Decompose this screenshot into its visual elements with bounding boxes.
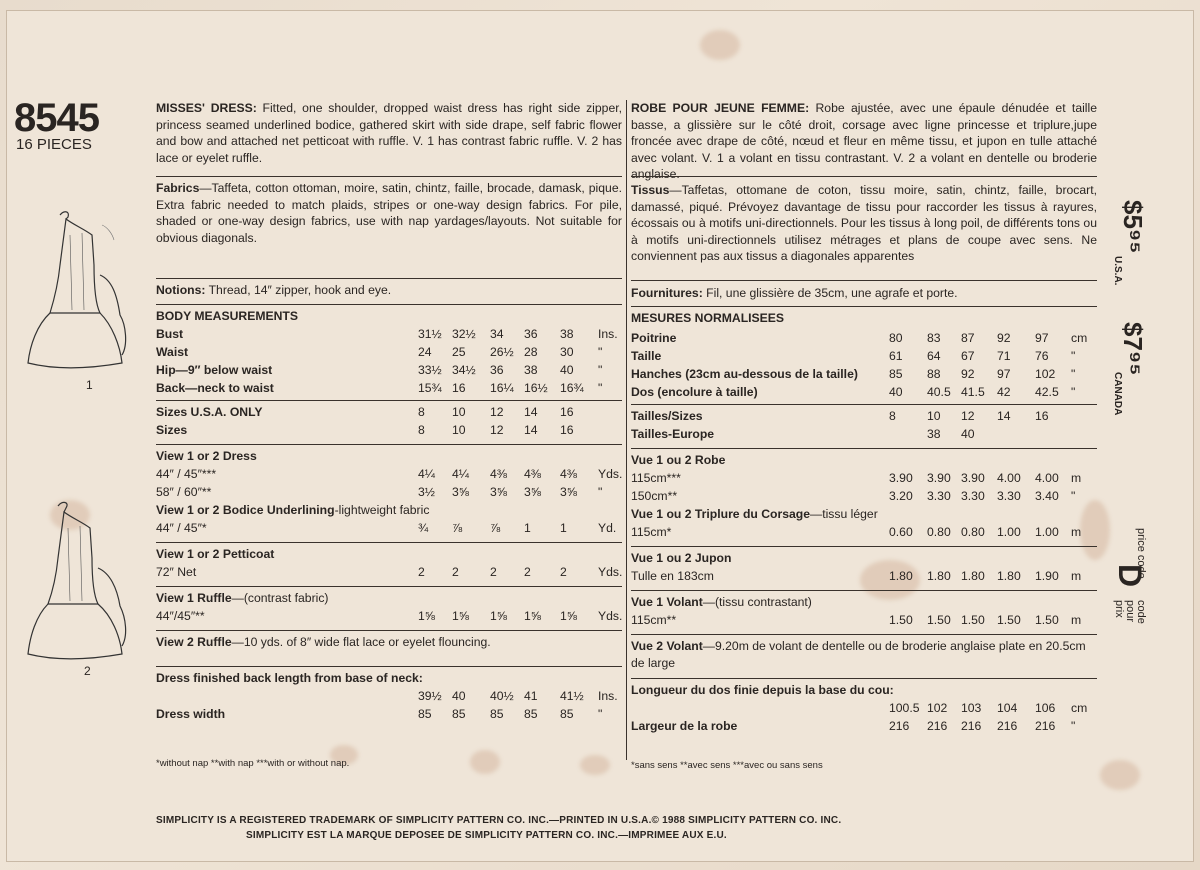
dress-width-value: 85 <box>452 707 466 721</box>
underlining-row-label: 44″ / 45″* <box>156 521 207 535</box>
dress-width-value: 216 <box>997 719 1018 733</box>
body-row-value: 92 <box>997 331 1011 345</box>
body-row-value: 16¾ <box>560 381 584 395</box>
ruffle1-row-label: 115cm** <box>631 613 677 627</box>
body-row-value: 76 <box>1035 349 1049 363</box>
body-row-value: 16½ <box>524 381 548 395</box>
size-row-value: 38 <box>927 427 941 441</box>
body-row-value: 36 <box>524 327 538 341</box>
dress-row-value: 4⅜ <box>560 467 577 481</box>
dress-row-value: 4⅜ <box>490 467 507 481</box>
underlining-row-value: 0.60 <box>889 525 913 539</box>
body-row-value: 24 <box>418 345 432 359</box>
finished-length-value: 103 <box>961 701 982 715</box>
dress-row-value: 3⅝ <box>490 485 507 499</box>
dress-row-value: 3.20 <box>889 489 913 503</box>
body-row-label: Bust <box>156 327 184 341</box>
en-notions <box>156 282 391 299</box>
dress-row-value: 4⅜ <box>524 467 541 481</box>
body-row-value: 26½ <box>490 345 514 359</box>
underlining-row-value: ⅞ <box>452 521 463 535</box>
body-row-unit: cm <box>1071 331 1088 345</box>
size-row-value: 12 <box>490 405 504 419</box>
body-row-value: 102 <box>1035 367 1056 381</box>
figure-label-2: 2 <box>84 664 91 678</box>
body-row-value: 32½ <box>452 327 476 341</box>
dress-width-value: 85 <box>490 707 504 721</box>
dress-row-label: 115cm*** <box>631 471 681 485</box>
dress-row-value: 3.90 <box>961 471 985 485</box>
body-row-value: 88 <box>927 367 941 381</box>
body-row-value: 92 <box>961 367 975 381</box>
price-code-label: price code <box>1135 528 1147 579</box>
body-row-unit: " <box>598 381 603 395</box>
en-description-title: MISSES' DRESS: <box>156 101 257 115</box>
fr-tissus <box>631 182 1097 265</box>
ruffle1-row-unit: m <box>1071 613 1082 627</box>
canada-price-label: CANADA <box>1112 372 1123 416</box>
finished-length-unit: cm <box>1071 701 1088 715</box>
ruffle1-title: Vue 1 Volant—(tissu contrastant) <box>631 595 812 609</box>
body-row-value: 34 <box>490 327 504 341</box>
petticoat-row-value: 1.90 <box>1035 569 1059 583</box>
size-row-value: 12 <box>961 409 975 423</box>
body-row-label: Waist <box>156 345 189 359</box>
underlining-row-unit: Yd. <box>598 521 617 535</box>
underlining-title: Vue 1 ou 2 Triplure du Corsage—tissu léger <box>631 507 878 521</box>
en-description-text: Fitted, one shoulder, dropped waist dress has right side zipper, princess seamed underlined bodice, gathered skirt with side drape, self fabric flower and bow and attached net petticoat with ruffle. V. 1 has contrast fabric ruffle. V. 2 has lace or eyelet ruffle. <box>156 101 622 165</box>
dress-row-value: 4¼ <box>418 467 435 481</box>
body-row-value: 61 <box>889 349 903 363</box>
petticoat-row-value: 2 <box>490 565 497 579</box>
finished-length-value: 104 <box>997 701 1018 715</box>
size-row-value: 40 <box>961 427 975 441</box>
size-row-label: Tailles/Sizes <box>631 409 703 423</box>
ruffle1-title: View 1 Ruffle—(contrast fabric) <box>156 591 329 605</box>
underlining-row-unit: m <box>1071 525 1082 539</box>
body-row-unit: " <box>598 345 603 359</box>
body-row-value: 40 <box>889 385 903 399</box>
body-row-value: 40 <box>560 363 574 377</box>
dress-row-value: 3⅝ <box>452 485 469 499</box>
size-row-value: 16 <box>560 423 574 437</box>
en-description <box>156 100 622 166</box>
price-code-label-fr: code pour prix <box>1113 600 1147 624</box>
figure-label-1: 1 <box>86 378 93 392</box>
body-row-value: 16 <box>452 381 466 395</box>
body-row-value: 36 <box>490 363 504 377</box>
column-divider <box>626 100 627 760</box>
en-body-title: BODY MEASUREMENTS <box>156 309 298 323</box>
body-row-value: 83 <box>927 331 941 345</box>
dress-row-value: 3⅝ <box>524 485 541 499</box>
ruffle1-row-value: 1.50 <box>1035 613 1059 627</box>
size-row-value: 10 <box>452 405 466 419</box>
en-notions-text: Thread, 14″ zipper, hook and eye. <box>208 283 392 297</box>
body-row-unit: Ins. <box>598 327 618 341</box>
underlining-row-value: ⅞ <box>490 521 501 535</box>
dress-row-value: 4¼ <box>452 467 469 481</box>
dress-row-value: 4.00 <box>997 471 1021 485</box>
petticoat-row-value: 1.80 <box>997 569 1021 583</box>
body-row-unit: " <box>598 363 603 377</box>
canada-price: $7⁹⁵ <box>1118 322 1148 376</box>
petticoat-row-value: 2 <box>452 565 459 579</box>
body-row-value: 64 <box>927 349 941 363</box>
body-row-label: Hip—9″ below waist <box>156 363 273 377</box>
finished-length-title: Longueur du dos finie depuis la base du cou: <box>631 683 894 697</box>
underlining-row-value: 1 <box>560 521 567 535</box>
ruffle1-row-label: 44″/45″** <box>156 609 205 623</box>
pattern-number: 8545 <box>14 96 99 140</box>
ruffle1-row-value: 1⅝ <box>490 609 507 623</box>
body-row-value: 28 <box>524 345 538 359</box>
dress-row-unit: Yds. <box>598 467 623 481</box>
dress-row-value: 3.90 <box>927 471 951 485</box>
usa-price-label: U.S.A. <box>1112 256 1123 286</box>
body-row-value: 16¼ <box>490 381 514 395</box>
body-row-label: Dos (encolure à taille) <box>631 385 758 399</box>
dress-width-value: 85 <box>524 707 538 721</box>
finished-length-value: 40 <box>452 689 466 703</box>
en-footnote: *without nap **with nap ***with or without nap. <box>156 758 350 769</box>
size-row-value: 14 <box>524 405 538 419</box>
petticoat-row-value: 1.80 <box>927 569 951 583</box>
petticoat-row-label: Tulle en 183cm <box>631 569 714 583</box>
fr-tissus-title: Tissus <box>631 183 670 197</box>
footer-line-2: SIMPLICITY EST LA MARQUE DEPOSEE DE SIMPLICITY PATTERN CO. INC.—IMPRIMEE AUX E.U. <box>246 830 727 841</box>
body-row-label: Hanches (23cm au-dessous de la taille) <box>631 367 858 381</box>
size-row-value: 16 <box>560 405 574 419</box>
body-row-value: 15¾ <box>418 381 442 395</box>
footer-line-1: SIMPLICITY IS A REGISTERED TRADEMARK OF SIMPLICITY PATTERN CO. INC.—PRINTED IN U.S.A.© 1988 SIMPLICITY PATTERN CO. INC. <box>156 815 842 826</box>
usa-price: $5⁹⁵ <box>1118 200 1148 254</box>
finished-length-unit: Ins. <box>598 689 618 703</box>
size-row-value: 8 <box>418 405 425 419</box>
petticoat-title: Vue 1 ou 2 Jupon <box>631 551 732 565</box>
finished-length-value: 40½ <box>490 689 514 703</box>
body-row-value: 42 <box>997 385 1011 399</box>
underlining-row-value: 1.00 <box>1035 525 1059 539</box>
petticoat-row-value: 2 <box>560 565 567 579</box>
petticoat-row-value: 1.80 <box>889 569 913 583</box>
dress-row-value: 3.30 <box>997 489 1021 503</box>
body-row-unit: " <box>1071 349 1076 363</box>
body-row-label: Taille <box>631 349 662 363</box>
ruffle1-row-value: 1⅝ <box>452 609 469 623</box>
underlining-row-value: 1.00 <box>997 525 1021 539</box>
body-row-value: 40.5 <box>927 385 951 399</box>
ruffle2-text: Vue 2 Volant—9.20m de volant de dentelle ou de broderie anglaise plate en 20.5cm de large <box>631 639 1086 670</box>
underlining-row-label: 115cm* <box>631 525 672 539</box>
size-row-value: 14 <box>524 423 538 437</box>
body-row-label: Poitrine <box>631 331 677 345</box>
body-row-value: 31½ <box>418 327 442 341</box>
fr-fournitures <box>631 285 958 302</box>
dress-section-title: Vue 1 ou 2 Robe <box>631 453 726 467</box>
dress-row-value: 4.00 <box>1035 471 1059 485</box>
body-row-value: 38 <box>560 327 574 341</box>
body-row-unit: " <box>1071 385 1076 399</box>
size-row-value: 16 <box>1035 409 1049 423</box>
dress-row-value: 3.30 <box>961 489 985 503</box>
en-notions-title: Notions: <box>156 283 206 297</box>
en-fabrics-text: —Taffeta, cotton ottoman, moire, satin, chintz, faille, brocade, damask, pique. Extra fabric needed to match plaids, stripes or one-way design fabrics. For pile, shaded or one-way design fabrics, use with nap yardages/layouts. Not suitable for obvious diagonals. <box>156 181 622 245</box>
ruffle1-row-value: 1⅝ <box>418 609 435 623</box>
body-row-value: 87 <box>961 331 975 345</box>
en-fabrics-title: Fabrics <box>156 181 200 195</box>
body-row-value: 38 <box>524 363 538 377</box>
size-row-value: 10 <box>927 409 941 423</box>
body-row-value: 67 <box>961 349 975 363</box>
ruffle1-row-value: 1⅝ <box>560 609 577 623</box>
en-fabrics <box>156 180 622 246</box>
finished-length-value: 100.5 <box>889 701 920 715</box>
size-row-value: 8 <box>889 409 896 423</box>
dress-row-unit: " <box>598 485 603 499</box>
finished-length-value: 41½ <box>560 689 584 703</box>
dress-row-unit: m <box>1071 471 1082 485</box>
body-row-value: 97 <box>1035 331 1049 345</box>
dress-width-value: 216 <box>1035 719 1056 733</box>
underlining-row-value: ¾ <box>418 521 429 535</box>
fr-description <box>631 100 1097 183</box>
dress-row-value: 3⅝ <box>560 485 577 499</box>
body-row-value: 42.5 <box>1035 385 1059 399</box>
ruffle1-row-value: 1.50 <box>997 613 1021 627</box>
body-row-value: 41.5 <box>961 385 985 399</box>
dress-width-value: 85 <box>560 707 574 721</box>
view-2-illustration <box>22 498 132 663</box>
petticoat-row-value: 1.80 <box>961 569 985 583</box>
size-row-label: Tailles-Europe <box>631 427 715 441</box>
finished-length-value: 39½ <box>418 689 442 703</box>
dress-width-value: 216 <box>961 719 982 733</box>
body-row-value: 34½ <box>452 363 476 377</box>
dress-row-value: 3.90 <box>889 471 913 485</box>
pieces-count: 16 PIECES <box>16 136 92 153</box>
ruffle1-row-value: 1.50 <box>927 613 951 627</box>
petticoat-row-value: 2 <box>524 565 531 579</box>
size-row-label: Sizes U.S.A. ONLY <box>156 405 263 419</box>
fr-footnote: *sans sens **avec sens ***avec ou sans sens <box>631 760 823 771</box>
finished-length-value: 102 <box>927 701 948 715</box>
petticoat-title: View 1 or 2 Petticoat <box>156 547 275 561</box>
underlining-title: View 1 or 2 Bodice Underlining-lightweight fabric <box>156 503 430 517</box>
finished-length-title: Dress finished back length from base of neck: <box>156 671 423 685</box>
fr-fournitures-title: Fournitures: <box>631 286 703 300</box>
dress-width-label: Largeur de la robe <box>631 719 738 733</box>
size-row-label: Sizes <box>156 423 188 437</box>
view-1-illustration <box>22 205 132 370</box>
body-row-unit: " <box>1071 367 1076 381</box>
finished-length-value: 106 <box>1035 701 1056 715</box>
dress-row-label: 150cm** <box>631 489 678 503</box>
body-row-value: 33½ <box>418 363 442 377</box>
ruffle1-row-value: 1.50 <box>961 613 985 627</box>
body-row-value: 25 <box>452 345 466 359</box>
dress-width-value: 216 <box>889 719 910 733</box>
underlining-row-value: 1 <box>524 521 531 535</box>
size-row-value: 10 <box>452 423 466 437</box>
ruffle2-text: View 2 Ruffle—10 yds. of 8″ wide flat lace or eyelet flouncing. <box>156 635 491 649</box>
underlining-row-value: 0.80 <box>927 525 951 539</box>
dress-section-title: View 1 or 2 Dress <box>156 449 257 463</box>
body-row-value: 71 <box>997 349 1011 363</box>
finished-length-value: 41 <box>524 689 538 703</box>
dress-width-unit: " <box>1071 719 1076 733</box>
dress-row-unit: " <box>1071 489 1076 503</box>
petticoat-row-unit: Yds. <box>598 565 623 579</box>
fr-tissus-text: —Taffetas, ottomane de coton, tissu moire, satin, chintz, faille, brocart, damassé, piqué. Prévoyez davantage de tissu pour raccorder les tissus à rayures, écossais ou à motifs uni-directionnels. Pour les tissus à long poil, de différents tons ou à motifs uni-directionnels utilisez métrages et plans de coupe avec sens. Ne conviennent pas aux tissus a diagonales apparentes <box>631 183 1097 263</box>
dress-row-label: 44″ / 45″*** <box>156 467 217 481</box>
body-row-value: 97 <box>997 367 1011 381</box>
dress-width-unit: " <box>598 707 603 721</box>
fr-fournitures-text: Fil, une glissière de 35cm, une agrafe et porte. <box>706 286 958 300</box>
petticoat-row-label: 72″ Net <box>156 565 197 579</box>
ruffle1-row-value: 1⅝ <box>524 609 541 623</box>
dress-row-value: 3.30 <box>927 489 951 503</box>
dress-row-label: 58″ / 60″** <box>156 485 212 499</box>
dress-width-value: 85 <box>418 707 432 721</box>
size-row-value: 8 <box>418 423 425 437</box>
price-code: D <box>1112 564 1148 588</box>
dress-width-value: 216 <box>927 719 948 733</box>
ruffle1-row-unit: Yds. <box>598 609 623 623</box>
body-row-label: Back—neck to waist <box>156 381 274 395</box>
fr-body-title: MESURES NORMALISEES <box>631 311 785 325</box>
body-row-value: 30 <box>560 345 574 359</box>
size-row-value: 14 <box>997 409 1011 423</box>
ruffle1-row-value: 1.50 <box>889 613 913 627</box>
dress-row-value: 3½ <box>418 485 435 499</box>
dress-row-value: 3.40 <box>1035 489 1059 503</box>
fr-description-title: ROBE POUR JEUNE FEMME: <box>631 101 810 115</box>
dress-width-label: Dress width <box>156 707 226 721</box>
size-row-value: 12 <box>490 423 504 437</box>
body-row-value: 85 <box>889 367 903 381</box>
underlining-row-value: 0.80 <box>961 525 985 539</box>
petticoat-row-unit: m <box>1071 569 1082 583</box>
petticoat-row-value: 2 <box>418 565 425 579</box>
fr-description-text: Robe ajustée, avec une épaule dénudée et taille basse, a glissière sur le côté droit, corsage avec ligne princesse et triplure,jupe froncée avec drape de côté, nœud et fleur en même tissu, et jupon en tulle attaché avec volant. V. 1 a volant en tissu contrastant. V. 2 a volant en dentelle ou broderie anglaise. <box>631 101 1097 181</box>
body-row-value: 80 <box>889 331 903 345</box>
